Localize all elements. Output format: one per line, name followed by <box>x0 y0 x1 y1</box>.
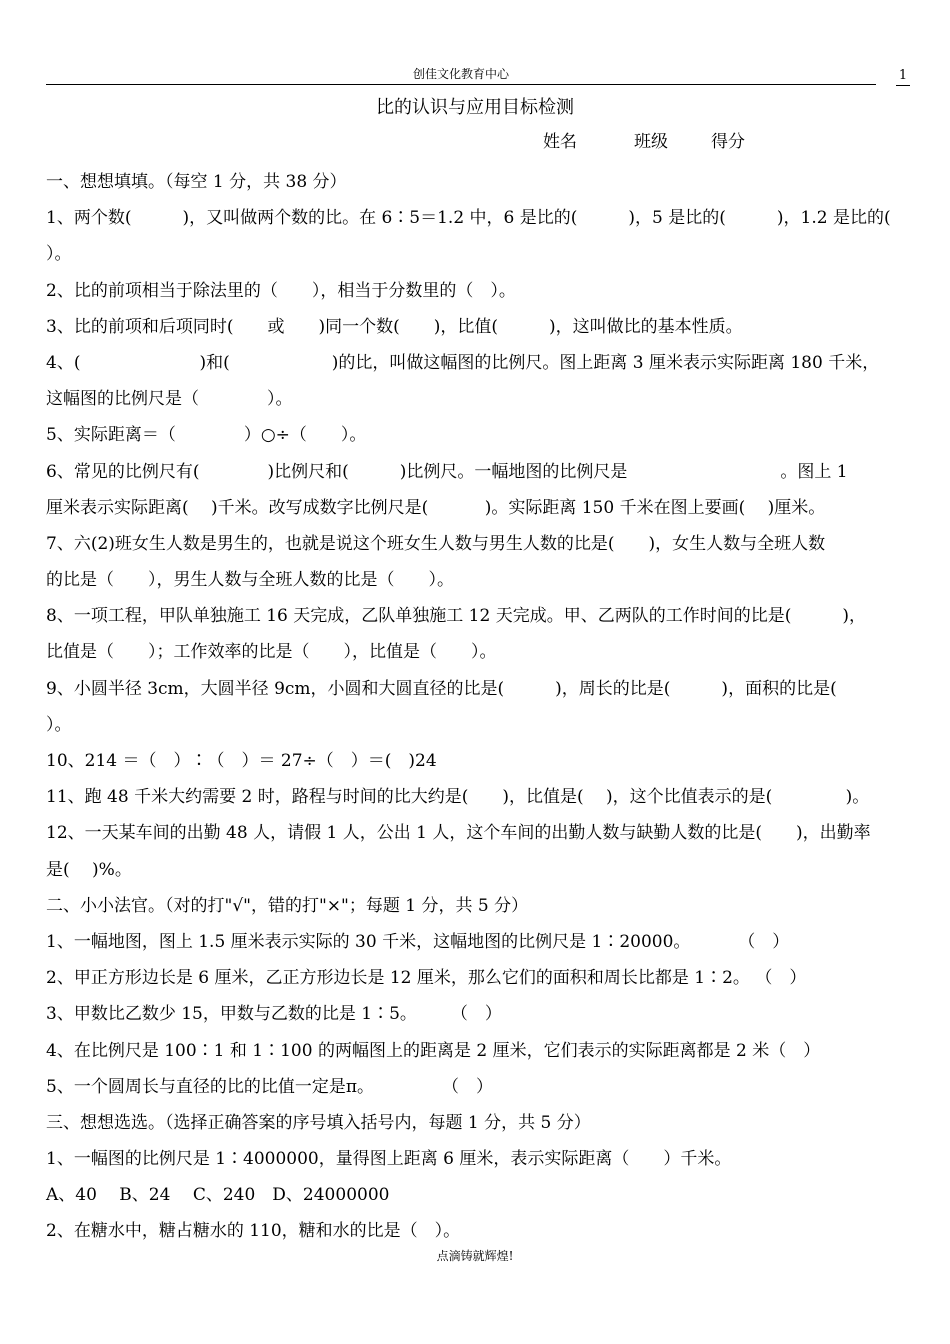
question-line: 5、一个圆周长与直径的比的比值一定是π。 （ ） <box>46 1076 493 1097</box>
question-line: 3、比的前项和后项同时( 或 )同一个数( )，比值( )，这叫做比的基本性质。 <box>46 316 743 337</box>
question-line: 2、比的前项相当于除法里的（ ），相当于分数里的（ ）。 <box>46 280 516 301</box>
question-line: 11、跑 48 千米大约需要 2 时，路程与时间的比大约是( )，比值是( )，这个比值表示的是( )。 <box>46 787 870 808</box>
page-footer: 点滴铸就辉煌! <box>436 1249 514 1263</box>
question-line: 7、六(2)班女生人数是男生的，也就是说这个班女生人数与男生人数的比是( )，女生人数与全班人数 <box>46 533 826 554</box>
score-label: 得分 <box>711 132 745 152</box>
question-line: 3、甲数比乙数少 15，甲数与乙数的比是 1∶5。 （ ） <box>46 1004 502 1025</box>
question-line: ）。 <box>46 714 72 735</box>
question-line: 4、在比例尺是 100∶1 和 1∶100 的两幅图上的距离是 2 厘米，它们表示的实际距离都是 2 米（ ） <box>46 1040 821 1061</box>
question-line: 的比是（ ），男生人数与全班人数的比是（ ）。 <box>46 570 454 591</box>
question-line: 2、甲正方形边长是 6 厘米，乙正方形边长是 12 厘米，那么它们的面积和周长比都是 1∶2。 （ ） <box>46 968 807 989</box>
question-line: ）。 <box>46 244 72 265</box>
question-line: 4、( )和( )的比，叫做这幅图的比例尺。图上距离 3 厘米表示实际距离 180 千米， <box>46 352 880 373</box>
question-line: 10、214 ＝（ ）∶（ ）＝ 27÷（ ）＝( )24 <box>46 751 437 771</box>
question-line: 5、实际距离＝（ ）○÷（ ）。 <box>46 425 367 446</box>
section-heading: 二、小小法官。（对的打"√"，错的打"×"；每题 1 分，共 5 分） <box>46 895 529 916</box>
question-line: 比值是（ ）；工作效率的比是（ ），比值是（ ）。 <box>46 642 497 663</box>
worksheet-body <box>46 164 916 1250</box>
class-label: 班级 <box>634 132 668 152</box>
question-line: 1、一幅图的比例尺是 1∶4000000，量得图上距离 6 厘米，表示实际距离（ ）千米。 <box>46 1149 732 1170</box>
question-line: 这幅图的比例尺是（ ）。 <box>46 389 293 410</box>
question-line: 1、两个数( )，又叫做两个数的比。在 6∶5＝1.2 中，6 是比的( )，5 是比的( )，1.2 是比的( <box>46 208 891 229</box>
page-title: 比的认识与应用目标检测 <box>376 97 574 118</box>
section-heading: 三、想想选选。（选择正确答案的序号填入括号内，每题 1 分，共 5 分） <box>46 1112 591 1133</box>
question-line: 6、常见的比例尺有( )比例尺和( )比例尺。一幅地图的比例尺是 。图上 1 <box>46 461 848 482</box>
name-label: 姓名 <box>543 132 577 152</box>
question-line: 9、小圆半径 3cm，大圆半径 9cm，小圆和大圆直径的比是( )，周长的比是( )，面积的比是( <box>46 678 837 699</box>
question-line: 是( )%。 <box>46 859 132 880</box>
page-header <box>46 64 876 85</box>
question-line: 8、一项工程，甲队单独施工 16 天完成，乙队单独施工 12 天完成。甲、乙两队的工作时间的比是( )， <box>46 606 866 627</box>
question-line: 12、一天某车间的出勤 48 人，请假 1 人，公出 1 人，这个车间的出勤人数与缺勤人数的比是( )，出勤率 <box>46 823 871 844</box>
question-line: 2、在糖水中，糖占糖水的 110，糖和水的比是（ ）。 <box>46 1221 461 1242</box>
page-number: 1 <box>896 67 910 86</box>
header-text: 创佳文化教育中心 <box>412 67 509 81</box>
answer-options: A、40 B、24 C、240 D、24000000 <box>46 1185 390 1206</box>
section-heading: 一、想想填填。（每空 1 分，共 38 分） <box>46 172 347 192</box>
question-line: 1、一幅地图，图上 1.5 厘米表示实际的 30 千米，这幅地图的比例尺是 1∶20000。 （ ） <box>46 931 790 952</box>
question-line: 厘米表示实际距离( )千米。改写成数字比例尺是( )。实际距离 150 千米在图上要画( )厘米。 <box>46 497 826 518</box>
